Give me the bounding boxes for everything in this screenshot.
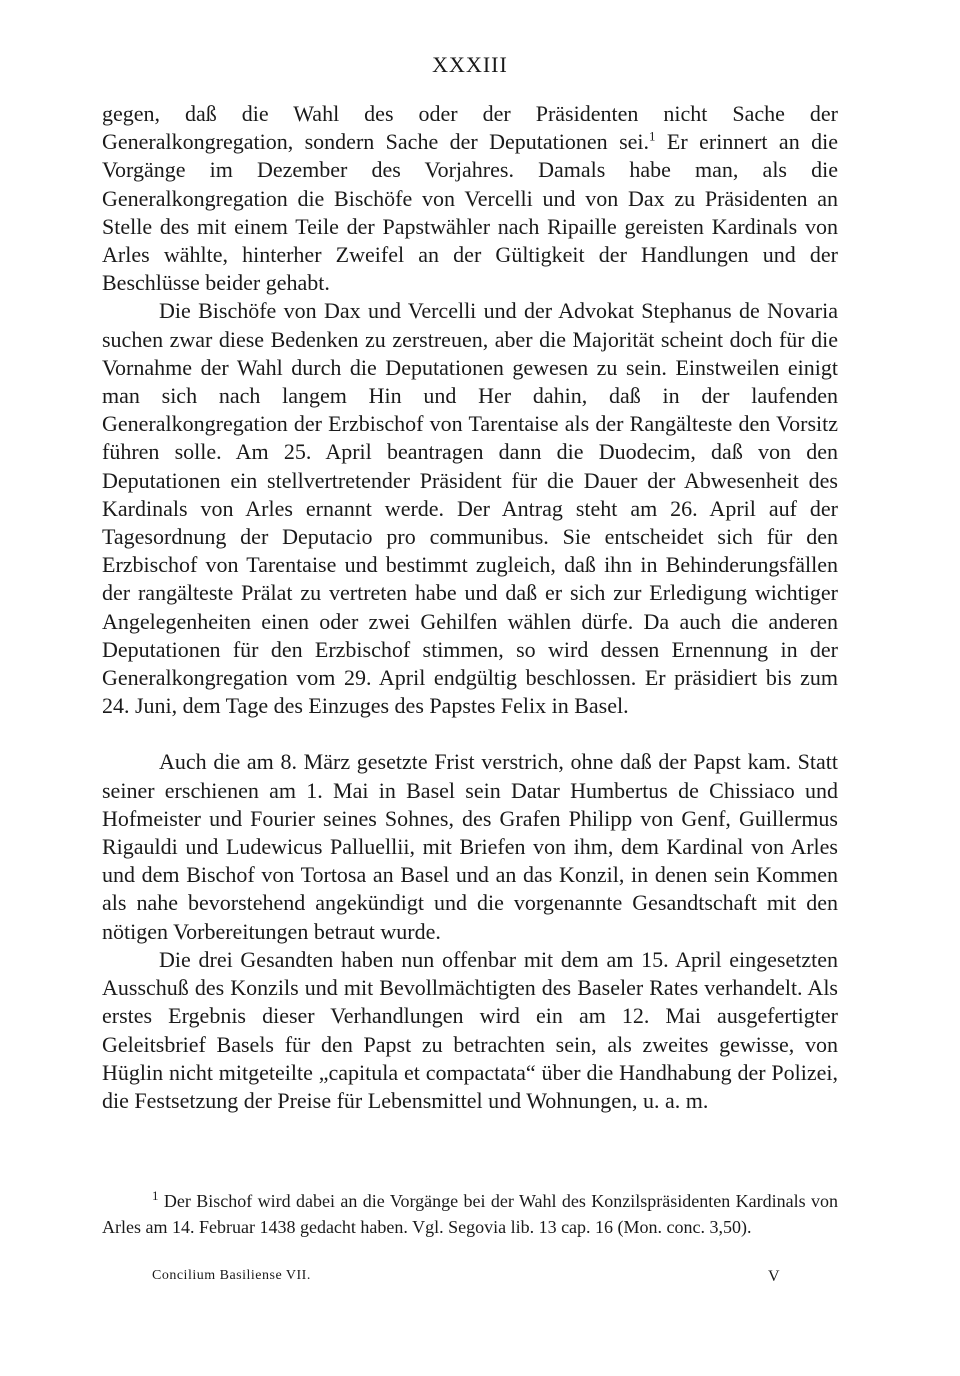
- footnote-text: Der Bischof wird dabei an die Vorgänge bei der Wahl des Konzilspräsidenten Kardinals von Arles am 14. Februar 1438 gedacht haben. Vgl. Segovia lib. 13 cap. 16 (Mon. conc. 3,50).: [102, 1191, 838, 1237]
- footnote-marker: 1: [152, 1188, 159, 1203]
- paragraph-1: [102, 100, 838, 297]
- body-text: [102, 100, 838, 1115]
- footnote-reference: 1: [649, 128, 656, 144]
- paragraph-1-text-b: Er erinnert an die Vorgänge im Dezember des Vorjahres. Damals habe man, als die Generalkongregation die Bischöfe von Vercelli und von Dax zu Präsidenten an Stelle des mit einem Teile der Papstwähler nach Ripaille gereisten Kardinals von Arles wählte, hinterher Zweifel an der Gültigkeit der Handlungen und der Beschlüsse beider gehabt.: [102, 129, 838, 296]
- sheet-signature: V: [767, 1268, 780, 1285]
- book-page: [102, 0, 838, 1376]
- page-number: XXXIII: [432, 52, 508, 77]
- footnote: [102, 1188, 838, 1240]
- paragraph-4: Die drei Gesandten haben nun offenbar mit dem am 15. April eingesetzten Ausschuß des Konzils und mit Bevollmächtigten des Baseler Rates verhandelt. Als erstes Ergebnis dieser Verhandlungen wird ein am 12. Mai ausgefertigter Geleitsbrief Basels für den Papst zu betrachten sein, als zweites gewisse, von Hüglin nicht mitgeteilte „capitula et compactata“ über die Handhabung der Polizei, die Festsetzung der Preise für Lebensmittel und Wohnungen, u. a. m.: [102, 946, 838, 1113]
- paragraph-3: Auch die am 8. März gesetzte Frist verstrich, ohne daß der Papst kam. Statt seiner erschienen am 1. Mai in Basel sein Datar Humbertus de Chissiaco und Hofmeister und Fourier seines Sohnes, des Grafen Philipp von Genf, Guillermus Rigauldi und Ludewicus Palluellii, mit Briefen von ihm, dem Kardinal von Arles und dem Bischof von Tortosa an Basel und an das Konzil, in denen sein Kommen als nahe bevorstehend angekündigt und die vorgenannte Gesandtschaft mit den nötigen Vorbereitungen betraut wurde.: [102, 749, 838, 944]
- page-footer: [152, 1268, 780, 1292]
- printer-signature: Concilium Basiliense VII.: [152, 1268, 311, 1283]
- paragraph-2: Die Bischöfe von Dax und Vercelli und der Advokat Stephanus de Novaria suchen zwar diese Bedenken zu zerstreuen, aber die Majorität scheint doch für die Vornahme der Wahl durch die Deputationen gewesen zu sein. Einstweilen einigt man sich nach langem Hin und Her dahin, daß in der laufenden Generalkongregation der Erzbischof von Tarentaise als der Rangälteste den Vorsitz führen solle. Am 25. April beantragen dann die Duodecim, daß von den Deputationen ein stellvertretender Präsident für die Dauer der Abwesenheit des Kardinals von Arles ernannt werde. Der Antrag steht am 26. April auf der Tagesordnung der Deputacio pro communibus. Sie entscheidet sich für den Erzbischof von Tarentaise und bestimmt zugleich, daß ihn in Behinderungsfällen der rangälteste Prälat zu vertreten habe und daß er sich zur Erledigung wichtiger Angelegenheiten einen oder zwei Gehilfen wählen dürfe. Da auch die anderen Deputationen für den Erzbischof stimmen, so wird dessen Ernennung in der Generalkongregation vom 29. April endgültig beschlossen. Er präsidiert bis zum 24. Juni, dem Tage des Einzuges des Papstes Felix in Basel.: [102, 298, 838, 719]
- paragraph-1-text-a: gegen, daß die Wahl des oder der Präsidenten nicht Sache der Generalkongregation, sondern Sache der Deputationen sei.: [102, 101, 838, 155]
